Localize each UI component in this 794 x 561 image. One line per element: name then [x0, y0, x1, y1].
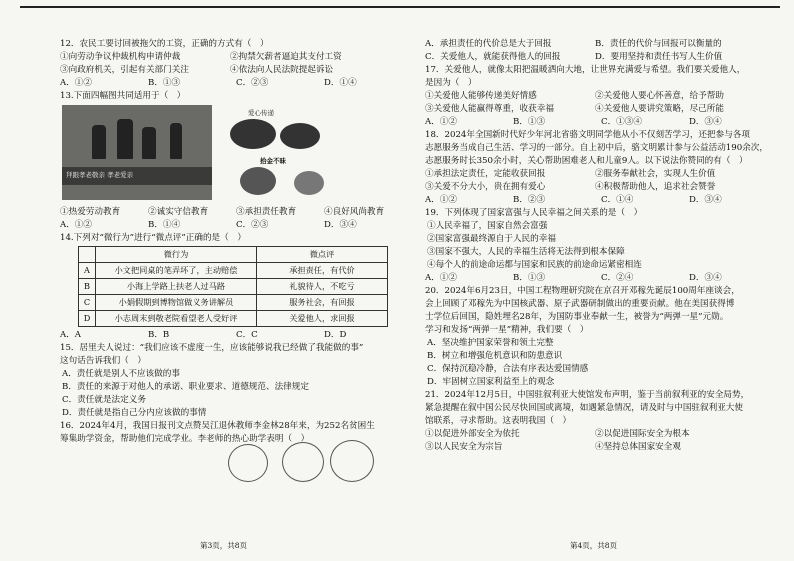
q18-stem-line3: 志愿服务时长350余小时，关心帮助困难老人和儿童9人。以下说法你赞同的有（ ） — [425, 156, 748, 166]
q14-row-comment: 承担责任，有代价 — [257, 263, 388, 279]
q13-choice-a[interactable]: A．①② — [60, 220, 92, 230]
q13-option-2[interactable]: ②诚实守信教育 — [148, 207, 209, 217]
q18-choices — [425, 194, 794, 207]
q19-choice-d[interactable]: D．③④ — [689, 273, 722, 283]
q17-choices — [425, 116, 794, 129]
q17-option-4[interactable]: ④关爱他人要讲究策略，尽己所能 — [595, 104, 724, 114]
q14-choice-a[interactable]: A．A — [60, 330, 82, 340]
q21-stem-line2: 紧急提醒在叙中国公民尽快回国或离境，如遇紧急情况，请及时与中国驻叙利亚大使 — [425, 403, 743, 413]
q12-choice-b[interactable]: B．①③ — [148, 78, 181, 88]
q14-choice-c[interactable]: C．C — [236, 330, 258, 340]
q20-stem: 20．2024年6月23日，中国工程物理研究院在京召开邓稼先诞辰100周年座谈会， — [425, 286, 740, 296]
q16-choice-d[interactable]: D．要用坚持和责任书写人生价值 — [595, 52, 723, 62]
q20-stem-line3: 士学位后回国，隐姓埋名28年，为国防事业奉献一生，被誉为“两弹一星”元勋。 — [425, 312, 729, 322]
q13-cartoon-caption-top: 爱心传递 — [248, 109, 274, 117]
q13-stem: 13.下面四幅图共同适用于（ ） — [60, 91, 186, 101]
q14-table-header — [79, 247, 388, 263]
q12-option-4[interactable]: ④依法向人民法院提起诉讼 — [230, 65, 334, 75]
q18-choice-b[interactable]: B．②③ — [513, 195, 546, 205]
q14-row-comment: 服务社会，有回报 — [257, 295, 388, 311]
q12-options-row2 — [60, 64, 430, 77]
table-row — [79, 295, 388, 311]
q12-option-1[interactable]: ①向劳动争议仲裁机构申请仲裁 — [60, 52, 181, 62]
q14-row-act: 小志周末到敬老院看望老人受好评 — [96, 311, 257, 327]
q14-row-key: A — [79, 263, 96, 279]
q16-choice-a[interactable]: A．承担责任的代价总是大于回报 — [425, 39, 552, 49]
stamp-mark — [282, 442, 324, 482]
q15-choice-c[interactable]: C．责任就是法定义务 — [62, 395, 146, 405]
q13-options — [60, 206, 430, 219]
q19-choice-c[interactable]: C．②④ — [601, 273, 634, 283]
q13-choice-d[interactable]: D．③④ — [324, 220, 357, 230]
q19-choices — [425, 272, 794, 285]
q14-row-key: C — [79, 295, 96, 311]
table-row — [79, 279, 388, 295]
q12-option-3[interactable]: ③向政府机关，引起有关部门关注 — [60, 65, 189, 75]
q17-stem-line2: 是因为（ ） — [425, 78, 477, 88]
q18-option-2[interactable]: ②服务奉献社会，实现人生价值 — [595, 169, 716, 179]
q13-photo — [62, 105, 212, 200]
page-right — [425, 38, 794, 454]
q21-option-2[interactable]: ②以促进国际安全为根本 — [595, 429, 690, 439]
q13-option-1[interactable]: ①热爱劳动教育 — [60, 207, 121, 217]
q14-header-act: 微行为 — [96, 247, 257, 263]
q13-cartoon-caption-mid: 拾金不昧 — [260, 157, 286, 165]
q21-option-3[interactable]: ③以人民安全为宗旨 — [425, 442, 503, 452]
q19-option-4[interactable]: ④每个人的前途命运都与国家和民族的前途命运紧密相连 — [427, 260, 642, 270]
q17-stem: 17．关爱他人，就像太阳把温暖洒向大地，让世界充满爱与希望。我们要关爱他人， — [425, 65, 746, 75]
q13-option-3[interactable]: ③承担责任教育 — [236, 207, 297, 217]
q21-option-1[interactable]: ①以促进外部安全为依托 — [425, 429, 520, 439]
q13-choice-b[interactable]: B．①④ — [148, 220, 181, 230]
q12-choice-c[interactable]: C．②③ — [236, 78, 269, 88]
q14-row-act: 小文把同桌的笔弄坏了，主动赔偿 — [96, 263, 257, 279]
q21-stem-line3: 馆联系，寻求帮助。这表明我国（ ） — [425, 416, 572, 426]
q12-options-row1 — [60, 51, 430, 64]
q14-header-comment: 微点评 — [257, 247, 388, 263]
q16-stem: 16．2024年4月，我国日报刊文点赞吴江退休教师李金林28年来，为252名贫困生 — [60, 421, 375, 431]
q18-choice-a[interactable]: A．①② — [425, 195, 457, 205]
q18-stem: 18．2024年全国新时代好少年河北省骆文明同学他从小不仅刻苦学习，还把参与各项 — [425, 130, 750, 140]
q13-option-4[interactable]: ④良好风尚教育 — [324, 207, 385, 217]
q18-stem-line2: 志愿服务当成自己生活、学习的一部分。自上初中后，骆文明累计参与公益活动190余次， — [425, 143, 768, 153]
table-row — [79, 263, 388, 279]
q14-table — [78, 246, 388, 327]
top-border-line — [20, 6, 780, 8]
q19-option-3[interactable]: ③国家不强大，人民的幸福生活将无法得到根本保障 — [427, 247, 625, 257]
q19-choice-b[interactable]: B．①③ — [513, 273, 546, 283]
q14-row-key: D — [79, 311, 96, 327]
page-left — [60, 38, 430, 446]
table-row — [79, 311, 388, 327]
q18-option-4[interactable]: ④积极帮助他人，追求社会赞誉 — [595, 182, 716, 192]
q14-row-comment: 关爱他人，求回报 — [257, 311, 388, 327]
q14-choices — [60, 329, 430, 342]
q17-choice-a[interactable]: A．①② — [425, 117, 457, 127]
q20-choice-d[interactable]: D．牢固树立国家利益至上的观念 — [427, 377, 555, 387]
q17-choice-c[interactable]: C．①③④ — [601, 117, 642, 127]
q14-row-act: 小娟假期到博物馆做义务讲解员 — [96, 295, 257, 311]
q18-option-3[interactable]: ③关爱不分大小，贵在拥有爱心 — [425, 182, 546, 192]
q18-choice-d[interactable]: D．③④ — [689, 195, 722, 205]
q15-stem: 15．居里夫人说过：“我们应该不虚度一生，应该能够说我已经做了我能做的事” — [60, 343, 364, 353]
q14-row-act: 小海上学路上扶老人过马路 — [96, 279, 257, 295]
stamp-mark — [330, 440, 374, 482]
q14-row-key: B — [79, 279, 96, 295]
q17-choice-b[interactable]: B．①③ — [513, 117, 546, 127]
q15-choice-a[interactable]: A．责任就是别人不应该做的事 — [62, 369, 180, 379]
q19-option-1[interactable]: ①人民幸福了，国家自然会富强 — [427, 221, 548, 231]
q14-choice-b[interactable]: B．B — [148, 330, 170, 340]
q17-choice-d[interactable]: D．③④ — [689, 117, 722, 127]
q12-option-2[interactable]: ②拘禁欠薪者逼迫其支付工资 — [230, 52, 342, 62]
q12-stem: 12．农民工要讨回被拖欠的工资，正确的方式有（ ） — [60, 39, 269, 49]
q12-choices — [60, 77, 430, 90]
q13-photo-caption: 拜跟孝老敬亲 孝老爱亲 — [66, 171, 134, 179]
q20-stem-line4: 学习和发扬“两弹一星”精神，我们要（ ） — [425, 325, 589, 335]
q20-choice-c[interactable]: C．保持沉稳冷静，合法有序表达爱国情感 — [427, 364, 589, 374]
q15-choice-b[interactable]: B．责任的来源于对他人的承诺、职业要求、道德规范、法律规定 — [62, 382, 309, 392]
q12-choice-d[interactable]: D．①④ — [324, 78, 357, 88]
q17-option-1[interactable]: ①关爱他人能够传递美好情感 — [425, 91, 537, 101]
q16-options-row2 — [425, 51, 794, 64]
q19-option-2[interactable]: ②国家富强最终源自于人民的幸福 — [427, 234, 556, 244]
q14-stem: 14.下列对“微行为”进行“微点评”正确的是（ ） — [60, 233, 246, 243]
q18-choice-c[interactable]: C．①④ — [601, 195, 634, 205]
q20-stem-line2: 会上回顾了邓稼先为中国核武器、原子武器研制做出的重要贡献。他在美国获得博 — [425, 299, 735, 309]
stamp-mark — [228, 444, 268, 482]
q19-stem: 19．下列体现了国家富强与人民幸福之间关系的是（ ） — [425, 208, 643, 218]
page-number-left: 第3页，共8页 — [200, 541, 248, 550]
q17-option-3[interactable]: ③关爱他人能赢得尊重，收获幸福 — [425, 104, 554, 114]
q19-choice-a[interactable]: A．①② — [425, 273, 457, 283]
q15-choice-d[interactable]: D．责任就是指自己分内应该做的事情 — [62, 408, 207, 418]
q15-stem-line2: 这句话告诉我们（ ） — [60, 356, 146, 366]
q13-images — [60, 105, 430, 203]
q21-option-4[interactable]: ④坚持总体国家安全观 — [595, 442, 681, 452]
q13-choices — [60, 219, 430, 232]
page-number-right: 第4页，共8页 — [570, 541, 618, 550]
q16-options-row1 — [425, 38, 794, 51]
q13-choice-c[interactable]: C．②③ — [236, 220, 269, 230]
q14-row-comment: 礼貌待人，不吃亏 — [257, 279, 388, 295]
q20-choice-b[interactable]: B．树立和增强危机意识和防患意识 — [427, 351, 563, 361]
q16-choice-c[interactable]: C．关爱他人，就能获得他人的回报 — [425, 52, 561, 62]
q16-stem-line2: 筹集助学资金，帮助他们完成学业。李老师的热心助学表明（ ） — [60, 434, 310, 444]
q13-cartoon — [220, 105, 340, 200]
q14-choice-d[interactable]: D．D — [324, 330, 347, 340]
q21-stem: 21．2024年12月5日，中国驻叙利亚大使馆发布声明，鉴于当前叙利亚的安全局势， — [425, 390, 750, 400]
q18-option-1[interactable]: ①承担法定责任，定能收获回报 — [425, 169, 546, 179]
q20-choice-a[interactable]: A．坚决维护国家荣誉和领土完整 — [427, 338, 554, 348]
q17-option-2[interactable]: ②关爱他人要心怀善意，给予帮助 — [595, 91, 724, 101]
q16-choice-b[interactable]: B．责任的代价与回报可以衡量的 — [595, 39, 722, 49]
q12-choice-a[interactable]: A．①② — [60, 78, 92, 88]
